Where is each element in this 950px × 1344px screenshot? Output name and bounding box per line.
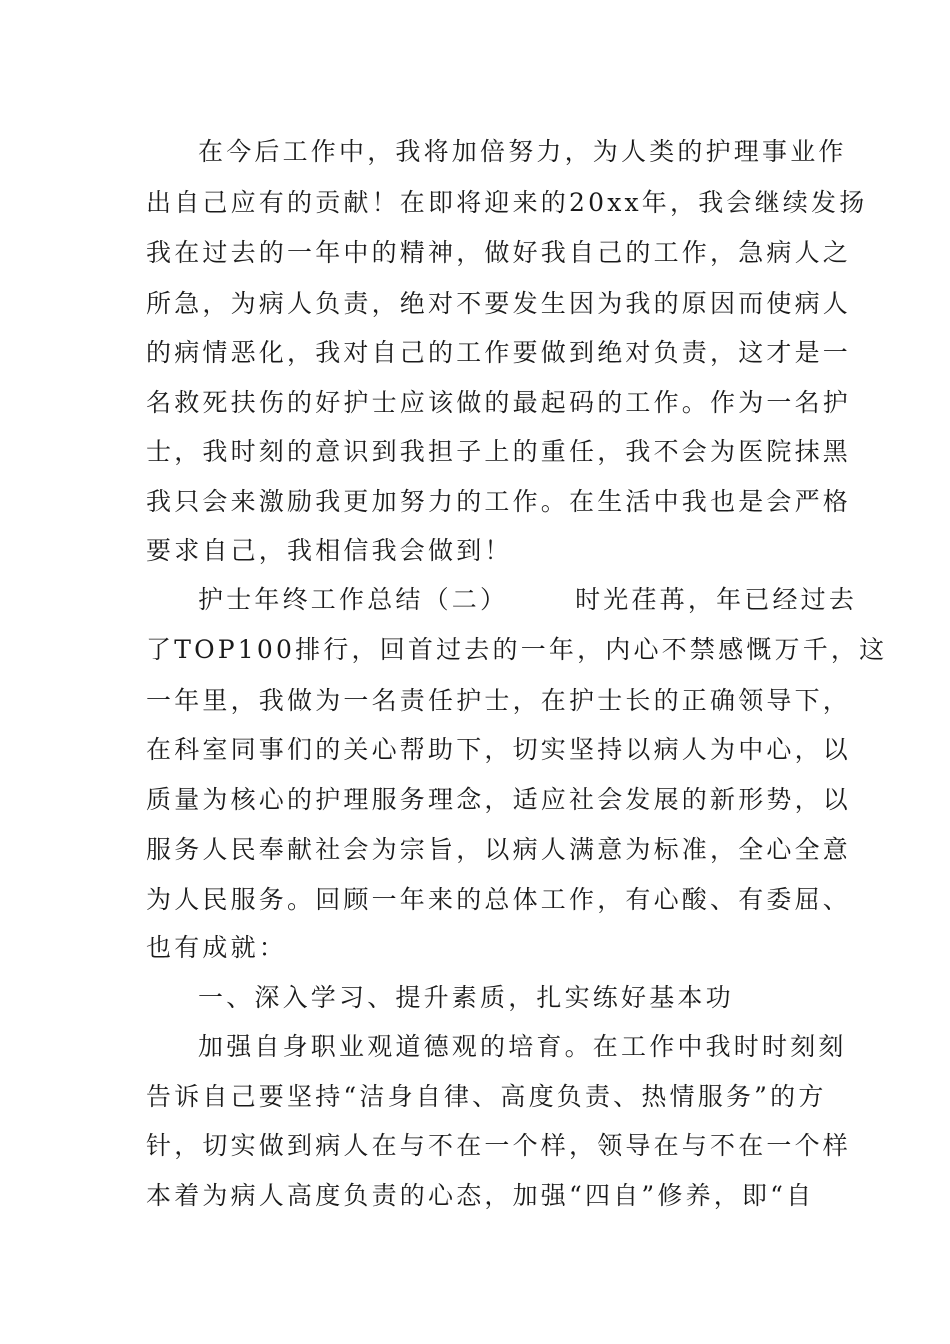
paragraph-line: 服务人民奉献社会为宗旨，以病人满意为标准，全心全意 — [146, 835, 852, 864]
paragraph-line: 了TOP100排行，回首过去的一年，内心不禁感慨万千，这 — [146, 635, 888, 664]
paragraph-line: 在科室同事们的关心帮助下，切实坚持以病人为中心，以 — [146, 735, 852, 764]
paragraph-line: 也有成就： — [146, 933, 288, 962]
paragraph-line: 我在过去的一年中的精神，做好我自己的工作，急病人之 — [146, 238, 852, 267]
paragraph-line: 告诉自己要坚持“洁身自律、高度负责、热情服务”的方 — [146, 1082, 827, 1111]
paragraph-line: 加强自身职业观道德观的培育。在工作中我时时刻刻 — [198, 1032, 847, 1061]
section-title-line: 护士年终工作总结（二） 时光荏苒，年已经过去 — [198, 585, 858, 614]
paragraph-line: 要求自己，我相信我会做到！ — [146, 536, 513, 565]
paragraph-line: 一年里，我做为一名责任护士，在护士长的正确领导下， — [146, 686, 852, 715]
paragraph-line: 针，切实做到病人在与不在一个样，领导在与不在一个样 — [146, 1131, 852, 1160]
paragraph-line: 在今后工作中，我将加倍努力，为人类的护理事业作 — [198, 137, 847, 166]
paragraph-line: 名救死扶伤的好护士应该做的最起码的工作。作为一名护 — [146, 388, 852, 417]
paragraph-line: 本着为病人高度负责的心态，加强“四自”修养，即“自 — [146, 1181, 815, 1210]
paragraph-line: 的病情恶化，我对自己的工作要做到绝对负责，这才是一 — [146, 338, 852, 367]
paragraph-line: 士，我时刻的意识到我担子上的重任，我不会为医院抹黑 — [146, 437, 852, 466]
paragraph-line: 我只会来激励我更加努力的工作。在生活中我也是会严格 — [146, 487, 852, 516]
paragraph-line: 为人民服务。回顾一年来的总体工作，有心酸、有委屈、 — [146, 885, 852, 914]
paragraph-line: 所急，为病人负责，绝对不要发生因为我的原因而使病人 — [146, 289, 852, 318]
section-heading: 一、深入学习、提升素质，扎实练好基本功 — [198, 983, 734, 1012]
paragraph-line: 质量为核心的护理服务理念，适应社会发展的新形势，以 — [146, 785, 852, 814]
paragraph-line: 出自己应有的贡献！在即将迎来的20xx年，我会继续发扬 — [146, 188, 868, 217]
